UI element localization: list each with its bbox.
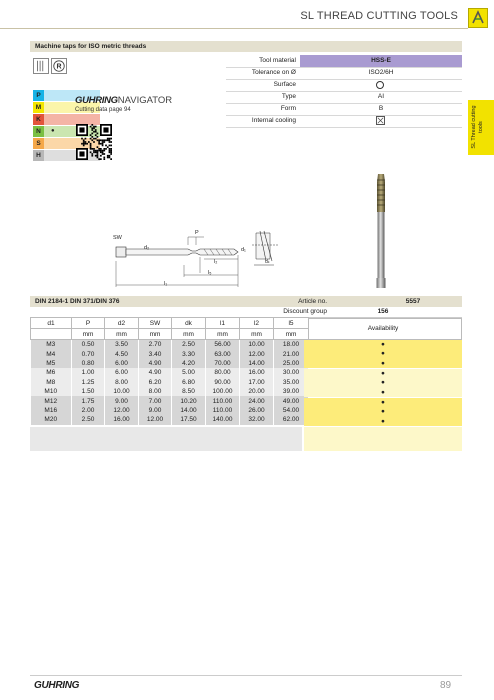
table-cell: 1.50 [72, 387, 105, 396]
availability-dot: ● [381, 379, 385, 387]
label-sw: SW [113, 235, 122, 241]
unit-header: mm [105, 329, 139, 340]
property-row [226, 115, 462, 128]
table-cell: 140.00 [206, 415, 240, 424]
table-cell: 6.00 [105, 368, 139, 377]
table-cell: 10.00 [105, 387, 139, 396]
table-row [31, 359, 309, 368]
unit-header: mm [72, 329, 105, 340]
unit-header: mm [274, 329, 309, 340]
side-tab-line2: tools [478, 121, 484, 133]
table-cell: 17.00 [240, 378, 274, 387]
table-cell: 0.80 [72, 359, 105, 368]
table-cell: 8.50 [172, 387, 206, 396]
unit-header: mm [240, 329, 274, 340]
table-cell: 1.75 [72, 396, 105, 405]
availability-dot: ● [381, 359, 385, 367]
table-cell: 4.90 [139, 359, 172, 368]
qr-code-icon[interactable] [76, 124, 112, 165]
label-l1: l₁ [164, 281, 168, 287]
table-cell: 10.00 [240, 340, 274, 350]
table-units-row [31, 329, 309, 340]
table-cell: 4.50 [105, 349, 139, 358]
table-cell: M16 [31, 406, 72, 415]
no-cooling-icon [376, 116, 385, 125]
table-cell: 56.00 [206, 340, 240, 350]
table-cell: 12.00 [105, 406, 139, 415]
navigator-logo [75, 95, 172, 106]
property-label: Tool material [259, 57, 296, 64]
property-label: Form [280, 105, 296, 112]
table-cell: 12.00 [139, 415, 172, 424]
table-row [31, 387, 309, 396]
table-cell: 8.00 [139, 387, 172, 396]
label-p: P [195, 230, 199, 236]
din-standard-label: DIN 2184-1 DIN 371/DIN 376 [35, 298, 120, 305]
availability-dot: ● [381, 350, 385, 358]
availability-dot: ● [381, 399, 385, 406]
table-cell: 49.00 [274, 396, 309, 405]
table-cell: 5.00 [172, 368, 206, 377]
availability-group [304, 340, 462, 368]
availability-group [304, 398, 462, 426]
table-cell: 6.80 [172, 378, 206, 387]
table-cell: 90.00 [206, 378, 240, 387]
table-cell: M20 [31, 415, 72, 424]
table-cell: M12 [31, 396, 72, 405]
table-cell: 21.00 [274, 349, 309, 358]
column-header: P [72, 318, 105, 329]
table-cell: 9.00 [105, 396, 139, 405]
cutting-data-text: Cutting data page 94 [75, 107, 131, 113]
table-cell: 70.00 [206, 359, 240, 368]
tap-drawing [104, 225, 294, 300]
surface-bright-icon [376, 81, 384, 89]
section2-bar [30, 296, 462, 307]
property-value: AI [377, 93, 385, 100]
table-cell: 35.00 [274, 378, 309, 387]
property-label: Tolerance on Ø [251, 69, 296, 76]
material-code-h: H [33, 150, 44, 161]
table-cell: 80.00 [206, 368, 240, 377]
table-cell: 14.00 [172, 406, 206, 415]
footer-brand: GUHRING [34, 680, 80, 691]
table-cell: 4.20 [172, 359, 206, 368]
table-cell: 1.00 [72, 368, 105, 377]
table-cell: 0.70 [72, 349, 105, 358]
table-row [31, 368, 309, 377]
sl-logo-icon [468, 8, 488, 28]
din-standard-icon [33, 58, 49, 74]
availability-dot: ● [381, 388, 385, 396]
table-cell: M5 [31, 359, 72, 368]
navigator-suffix: NAVIGATOR [117, 95, 173, 106]
column-header: l5 [274, 318, 309, 329]
tap-photo [370, 172, 392, 295]
table-cell: M10 [31, 387, 72, 396]
discount-value: 156 [377, 308, 389, 315]
table-cell: 16.00 [105, 415, 139, 424]
table-cell: 30.00 [274, 368, 309, 377]
property-label: Surface [273, 81, 296, 88]
section-title: Machine taps for ISO metric threads [30, 41, 462, 52]
unit-header: mm [206, 329, 240, 340]
table-header-row [31, 318, 309, 329]
unit-header: mm [172, 329, 206, 340]
material-code-n: N [33, 126, 44, 137]
table-row [31, 406, 309, 415]
dimensions-table [30, 317, 309, 425]
availability-dot: ● [381, 408, 385, 416]
table-cell: 62.00 [274, 415, 309, 424]
table-cell: 26.00 [240, 406, 274, 415]
page-header-title: SL THREAD CUTTING TOOLS [300, 10, 458, 22]
table-cell: 2.00 [72, 406, 105, 415]
property-label: Type [281, 93, 296, 100]
material-code-m: M [33, 102, 44, 113]
table-cell: 14.00 [240, 359, 274, 368]
availability-group [304, 369, 462, 397]
table-cell: 2.50 [172, 340, 206, 350]
table-cell: 16.00 [240, 368, 274, 377]
table-cell: 18.00 [274, 340, 309, 350]
table-cell: 20.00 [240, 387, 274, 396]
table-cell: M3 [31, 340, 72, 350]
column-header: d1 [31, 318, 72, 329]
table-cell: 12.00 [240, 349, 274, 358]
article-label: Article no. [298, 298, 327, 305]
table-cell: 24.00 [240, 396, 274, 405]
availability-dot: ● [381, 341, 385, 348]
table-cell: 1.25 [72, 378, 105, 387]
table-row [31, 396, 309, 405]
table-cell: 4.90 [139, 368, 172, 377]
table-cell: 0.50 [72, 340, 105, 350]
table-cell: M6 [31, 368, 72, 377]
table-row [31, 349, 309, 358]
material-code-k: K [33, 114, 44, 125]
table-cell: 2.70 [139, 340, 172, 350]
table-cell: 8.00 [105, 378, 139, 387]
table-cell: M8 [31, 378, 72, 387]
availability-header: Availability [304, 318, 462, 340]
unit-header [31, 329, 72, 340]
table-cell: 3.30 [172, 349, 206, 358]
table-cell: 6.20 [139, 378, 172, 387]
label-dk: dₖ [265, 259, 270, 265]
availability-empty-row [304, 427, 462, 451]
table-cell: 54.00 [274, 406, 309, 415]
table-cell: 25.00 [274, 359, 309, 368]
table-cell: 10.20 [172, 396, 206, 405]
table-row [31, 415, 309, 424]
footer-rule [30, 675, 462, 676]
side-tab-line1: SL Thread cutting [471, 105, 477, 149]
header-rule [0, 28, 468, 29]
article-number: 5557 [405, 298, 421, 305]
table-cell: 63.00 [206, 349, 240, 358]
side-tab[interactable] [468, 100, 494, 155]
material-bar-n: ● [44, 126, 100, 137]
table-cell: M4 [31, 349, 72, 358]
label-l2: l₂ [214, 259, 218, 265]
right-hand-icon [51, 58, 67, 74]
table-cell: 9.00 [139, 406, 172, 415]
availability-dot: ● [381, 417, 385, 425]
table-cell: 110.00 [206, 396, 240, 405]
table-cell: 6.00 [105, 359, 139, 368]
unit-header: mm [139, 329, 172, 340]
label-d1: d₁ [241, 247, 246, 253]
column-header: l2 [240, 318, 274, 329]
navigator-brand: GUHRING [75, 95, 118, 106]
discount-label: Discount group [283, 308, 327, 315]
table-cell: 7.00 [139, 396, 172, 405]
material-code-p: P [33, 90, 44, 101]
column-header: SW [139, 318, 172, 329]
table-cell: 3.50 [105, 340, 139, 350]
table-cell: 39.00 [274, 387, 309, 396]
table-row [31, 378, 309, 387]
property-value: B [378, 105, 384, 112]
label-l5: l₅ [208, 270, 212, 276]
table-row [31, 340, 309, 350]
page-number: 89 [440, 680, 452, 691]
table-cell: 2.50 [72, 415, 105, 424]
property-label: Internal cooling [251, 117, 296, 124]
table-cell: 17.50 [172, 415, 206, 424]
property-value: HSS-E [300, 55, 462, 67]
column-header: dk [172, 318, 206, 329]
table-cell: 3.40 [139, 349, 172, 358]
table-cell: 100.00 [206, 387, 240, 396]
table-cell: 110.00 [206, 406, 240, 415]
property-value: ISO2/6H [368, 69, 394, 76]
label-d2: d₂ [144, 245, 150, 251]
table-empty-row [30, 427, 302, 451]
column-header: d2 [105, 318, 139, 329]
column-header: l1 [206, 318, 240, 329]
table-cell: 32.00 [240, 415, 274, 424]
material-code-s: S [33, 138, 44, 149]
availability-dot: ● [381, 370, 385, 377]
svg-text:R: R [56, 63, 62, 71]
